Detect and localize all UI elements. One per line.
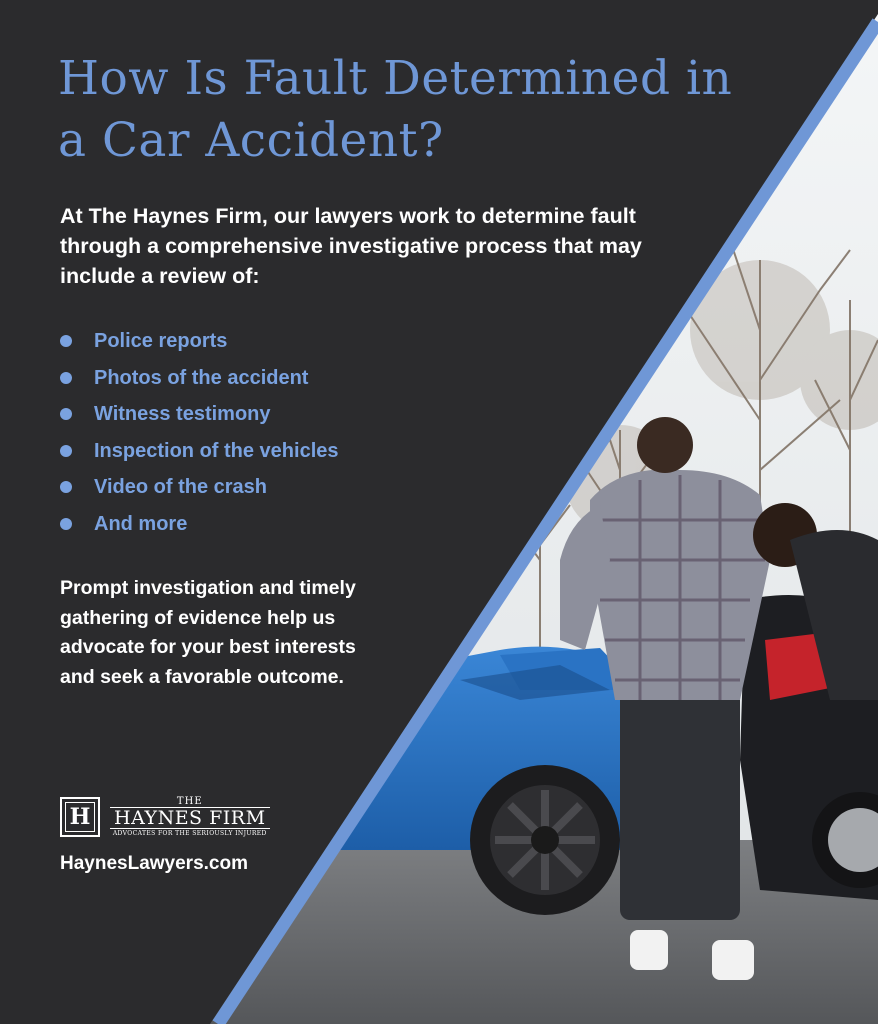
logo-wordmark (110, 797, 270, 838)
closing-text: Prompt investigation and timely gathering of evidence help us advocate for your best interests and seek a favorable outcome. (60, 577, 356, 688)
logo-the: THE (176, 795, 203, 807)
list-item-label: Photos of the accident (94, 366, 309, 389)
bullet-icon (60, 408, 72, 420)
bullet-icon (60, 445, 72, 457)
list-item (60, 360, 339, 397)
list-item (60, 506, 339, 543)
logo-h-icon (60, 797, 100, 837)
list-item (60, 433, 339, 470)
list-item-label: And more (94, 512, 188, 535)
list-item-label: Witness testimony (94, 403, 271, 425)
bullet-icon (60, 518, 72, 530)
logo-name: HAYNES FIRM (110, 807, 270, 829)
list-item-label: Police reports (94, 330, 228, 352)
list-item (60, 396, 339, 433)
website-link[interactable]: HaynesLawyers.com (60, 853, 248, 874)
page-title: How Is Fault Determined in a Car Accident? (58, 51, 733, 168)
list-item (60, 323, 339, 360)
list-item-label: Inspection of the vehicles (94, 439, 339, 462)
intro-text: At The Haynes Firm, our lawyers work to determine fault through a comprehensive investigative process that may include a review of: (60, 204, 642, 288)
logo-mark-letter: H (69, 804, 91, 830)
bullet-icon (60, 335, 72, 347)
firm-logo[interactable] (60, 795, 270, 839)
review-list (60, 323, 339, 542)
bullet-icon (60, 372, 72, 384)
list-item (60, 469, 339, 506)
logo-tagline: ADVOCATES FOR THE SERIOUSLY INJURED (112, 829, 267, 837)
bullet-icon (60, 481, 72, 493)
list-item-label: Video of the crash (94, 476, 268, 498)
